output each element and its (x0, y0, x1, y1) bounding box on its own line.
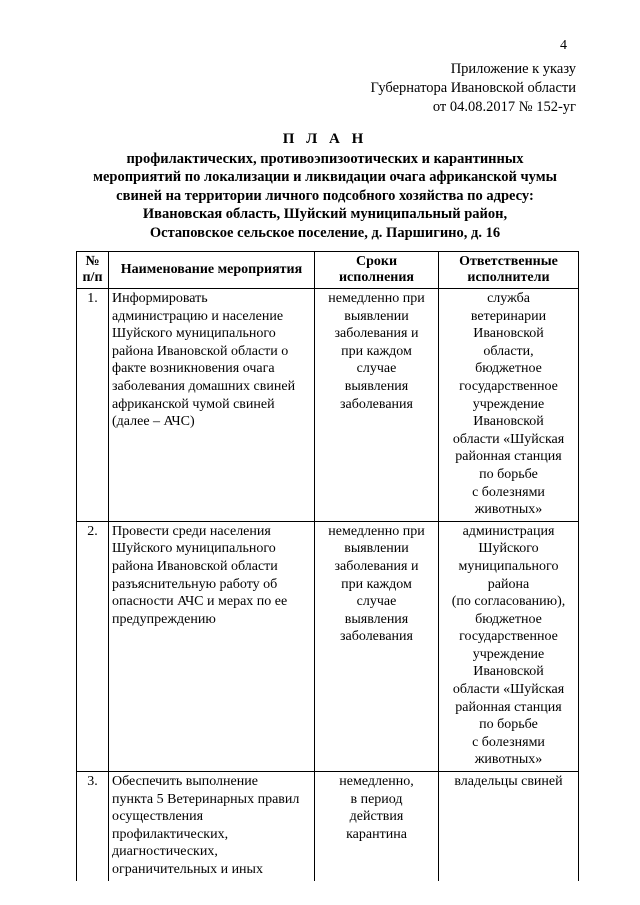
document-title-block (80, 130, 570, 242)
table-row (77, 289, 579, 522)
measures-table (76, 251, 579, 881)
document-title: П Л А Н (282, 131, 368, 147)
measure-term: немедленно, в период действия карантина (315, 772, 439, 881)
header-line: от 04.08.2017 № 152-уг (432, 99, 576, 115)
measure-responsible: владельцы свиней (439, 772, 579, 881)
appendix-header (300, 60, 576, 117)
header-term: Сроки исполнения (315, 252, 439, 289)
subtitle-line: профилактических, противоэпизоотических и карантинных (126, 150, 524, 167)
header-num: № п/п (77, 252, 109, 289)
row-number: 2. (77, 521, 109, 771)
subtitle-line: свиней на территории личного подсобного хозяйства по адресу: (116, 187, 534, 204)
header-name: Наименование мероприятия (109, 252, 315, 289)
table-header-row (77, 252, 579, 289)
subtitle-line: мероприятий по локализации и ликвидации очага африканской чумы (93, 169, 557, 185)
measure-name: Информировать администрацию и население Шуйского муниципального района Ивановской области о факте возникновения очага заболевания домашних свиней африканской чумой свиней (далее – АЧС) (109, 289, 315, 522)
measure-name: Обеспечить выполнение пункта 5 Ветеринарных правил осуществления профилактических, диагностических, ограничительных и иных (109, 772, 315, 881)
measure-responsible: служба ветеринарии Ивановской области, бюджетное государственное учреждение Ивановской области «Шуйская районная станция по борьбе с болезнями животных» (439, 289, 579, 522)
table-row (77, 772, 579, 881)
header-line: Губернатора Ивановской области (370, 80, 576, 96)
measure-term: немедленно при выявлении заболевания и при каждом случае выявления заболевания (315, 289, 439, 522)
subtitle-line: Остаповское сельское поселение, д. Паршигино, д. 16 (149, 224, 501, 241)
header-resp: Ответственные исполнители (439, 252, 579, 289)
header-line: Приложение к указу (450, 61, 576, 77)
measure-name: Провести среди населения Шуйского муниципального района Ивановской области разъяснительную работу об опасности АЧС и мерах по ее предупреждению (109, 521, 315, 771)
row-number: 3. (77, 772, 109, 881)
measure-term: немедленно при выявлении заболевания и при каждом случае выявления заболевания (315, 521, 439, 771)
subtitle-line: Ивановская область, Шуйский муниципальный район, (142, 206, 508, 222)
measure-responsible: администрация Шуйского муниципального района (по согласованию), бюджетное государственное учреждение Ивановской области «Шуйская районная станция по борьбе с болезнями животных» (439, 521, 579, 771)
table-row (77, 521, 579, 771)
page-number: 4 (560, 38, 567, 53)
row-number: 1. (77, 289, 109, 522)
